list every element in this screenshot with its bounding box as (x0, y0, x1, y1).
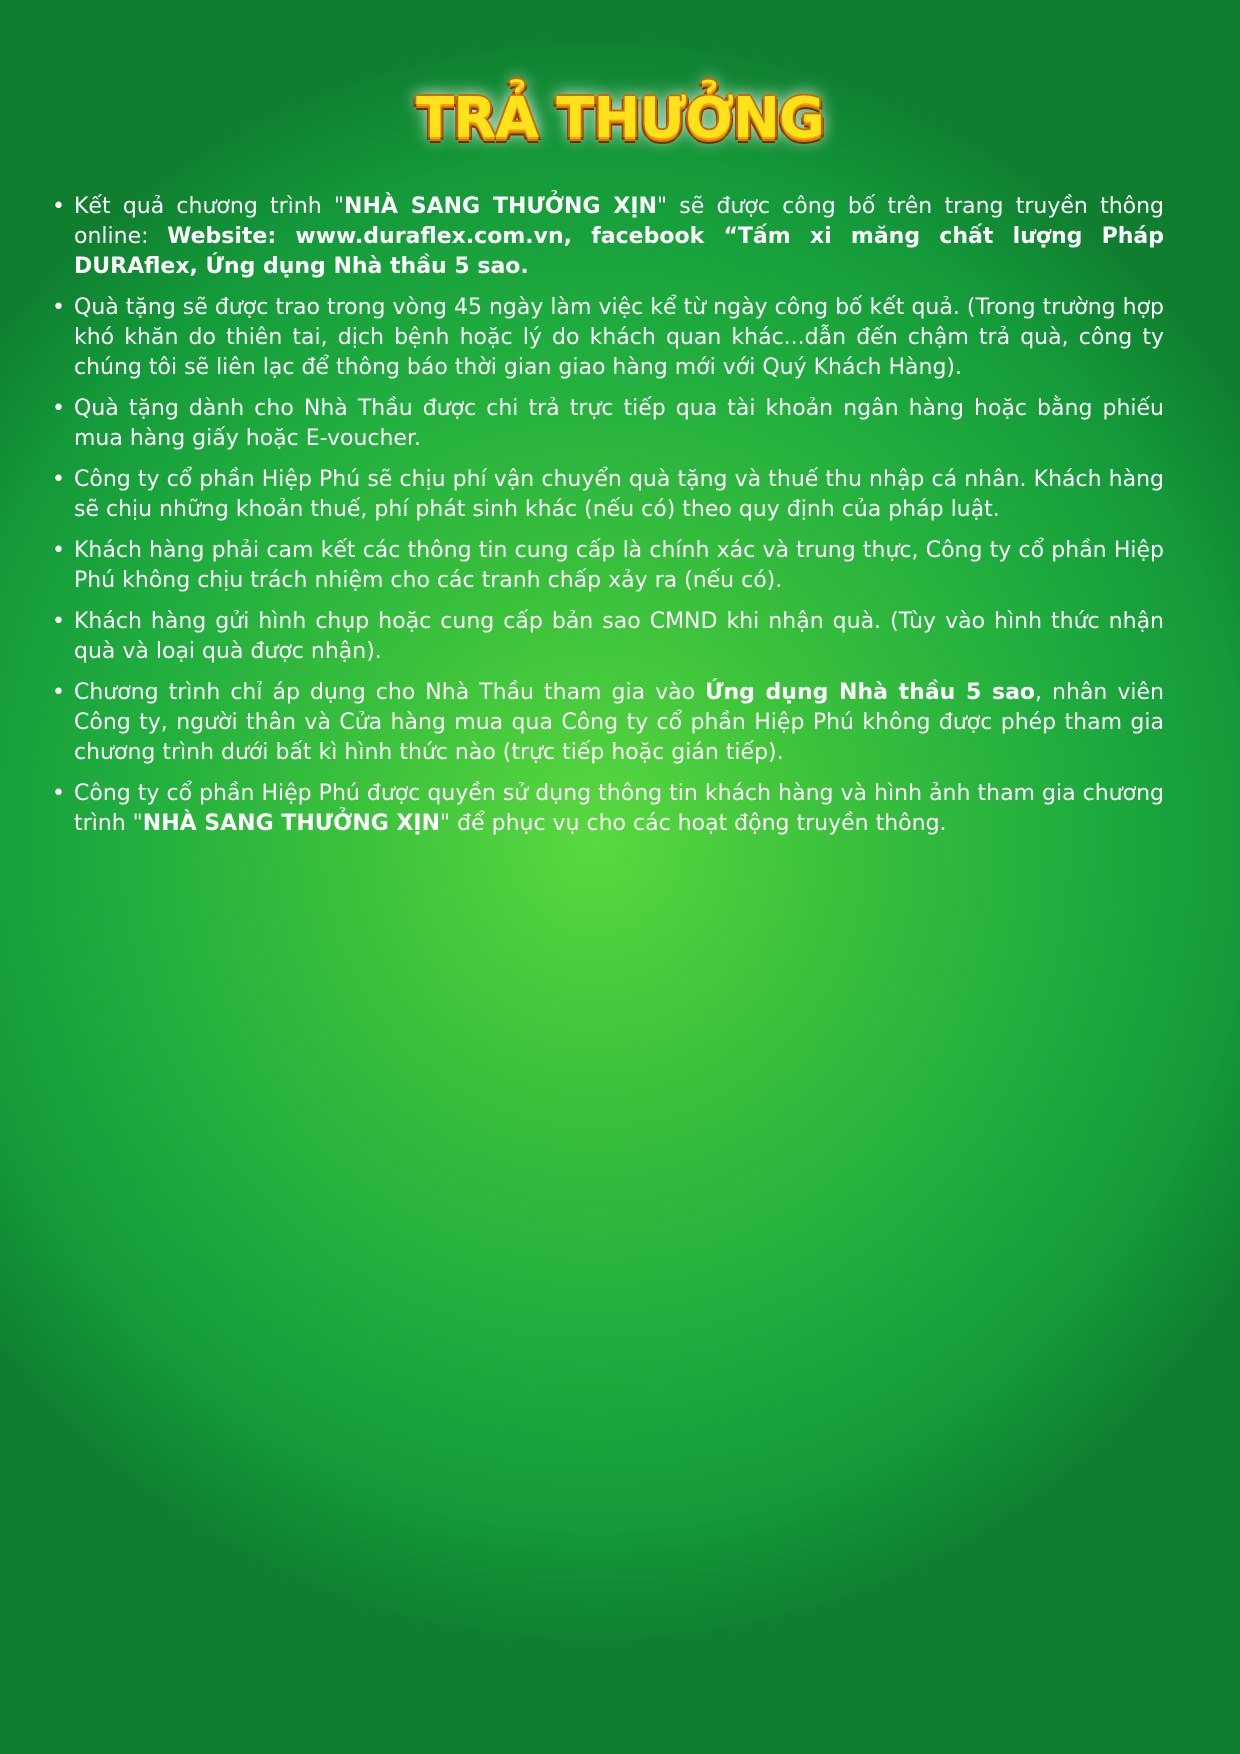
rule-text: Công ty cổ phần Hiệp Phú được quyền sử dụng thông tin khách hàng và hình ảnh tham gia chương trình " (74, 781, 1164, 836)
channels-text: Website: www.duraflex.com.vn, facebook “Tấm xi măng chất lượng Pháp DURAflex, Ứng dụng Nhà thầu 5 sao. (74, 224, 1165, 279)
rule-text: , nhân viên Công ty, người thân và Cửa hàng mua qua Công ty cổ phần Hiệp Phú không được phép tham gia chương trình dưới bất kì hình thức nào (trực tiếp hoặc gián tiếp). (74, 680, 1164, 765)
rule-item (52, 678, 1164, 768)
rule-text: Kết quả chương trình " (74, 194, 345, 219)
rule-text: Quà tặng dành cho Nhà Thầu được chi trả trực tiếp qua tài khoản ngân hàng hoặc bằng phiếu mua hàng giấy hoặc E-voucher. (74, 396, 1164, 451)
rule-item (52, 536, 1164, 596)
rule-item (52, 779, 1164, 839)
app-name: Ứng dụng Nhà thầu 5 sao (705, 680, 1036, 705)
rule-item (52, 293, 1164, 383)
rule-item (52, 465, 1164, 525)
program-name: NHÀ SANG THƯỞNG XỊN (344, 194, 657, 219)
bullet-icon: • (52, 680, 65, 705)
program-name: NHÀ SANG THƯỞNG XỊN (142, 811, 441, 836)
rule-text: " để phục vụ cho các hoạt động truyền thông. (440, 811, 947, 836)
bullet-icon: • (52, 295, 65, 320)
bullet-icon: • (52, 396, 65, 421)
rule-text: " sẽ được công bố trên trang truyền thông online: (74, 194, 1165, 249)
bullet-icon: • (52, 609, 65, 634)
rule-item (52, 607, 1164, 667)
rules-list (52, 192, 1164, 850)
bullet-icon: • (52, 194, 65, 219)
bullet-icon: • (52, 781, 65, 806)
rule-text: Khách hàng gửi hình chụp hoặc cung cấp bản sao CMND khi nhận quà. (Tùy vào hình thức nhận quà và loại quà được nhận). (74, 609, 1164, 664)
rule-item (52, 192, 1164, 282)
rule-text: Chương trình chỉ áp dụng cho Nhà Thầu tham gia vào (74, 680, 706, 705)
rule-text: Khách hàng phải cam kết các thông tin cung cấp là chính xác và trung thực, Công ty cổ phần Hiệp Phú không chịu trách nhiệm cho các tranh chấp xảy ra (nếu có). (74, 538, 1164, 593)
bullet-icon: • (52, 538, 65, 563)
page-title: TRẢ THƯỞNG (416, 86, 824, 151)
rule-text: Công ty cổ phần Hiệp Phú sẽ chịu phí vận chuyển quà tặng và thuế thu nhập cá nhân. Khách hàng sẽ chịu những khoản thuế, phí phát sinh khác (nếu có) theo quy định của pháp luật. (74, 467, 1164, 522)
bullet-icon: • (52, 467, 65, 492)
rule-item (52, 394, 1164, 454)
rule-text: Quà tặng sẽ được trao trong vòng 45 ngày làm việc kể từ ngày công bố kết quả. (Trong trường hợp khó khăn do thiên tai, dịch bệnh hoặc lý do khách quan khác...dẫn đến chậm trả quà, công ty chúng tôi sẽ liên lạc để thông báo thời gian giao hàng mới với Quý Khách Hàng). (74, 295, 1164, 380)
title-banner (0, 86, 1240, 151)
